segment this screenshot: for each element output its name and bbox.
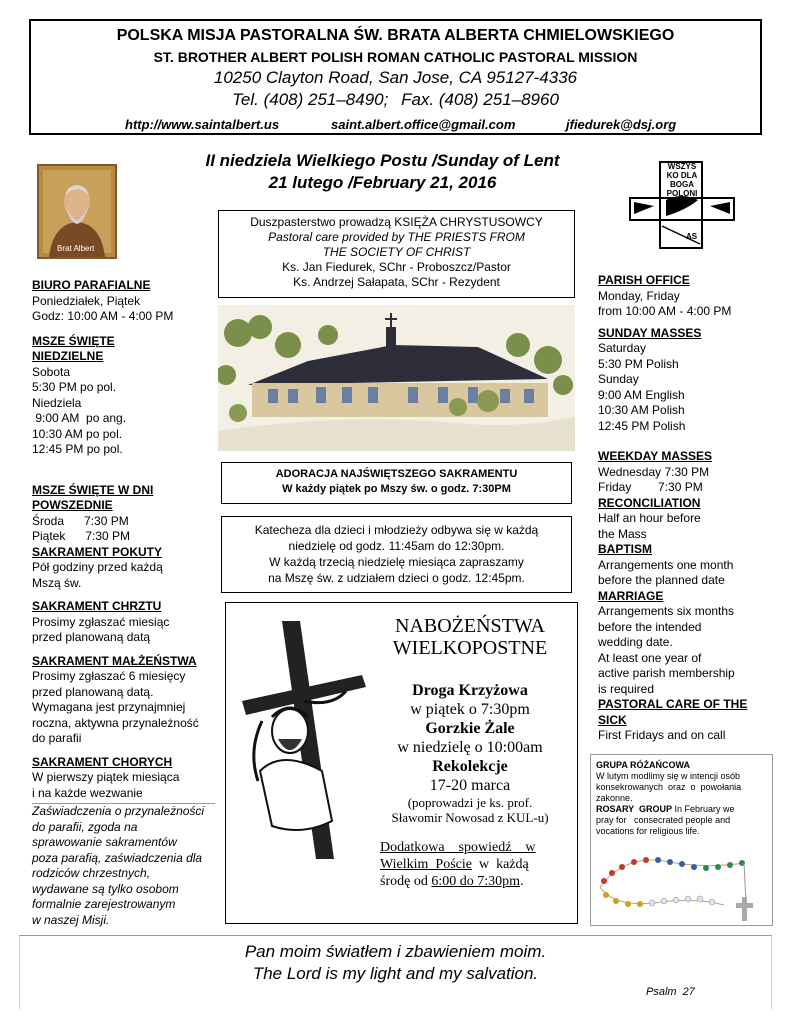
- sick-line: i na każde wezwanie: [32, 785, 143, 800]
- note-line: rodziców chrzestnych,: [32, 866, 151, 880]
- address: 10250 Clayton Road, San Jose, CA 95127-4336: [213, 68, 578, 87]
- mass-line: 5:30 PM po pol.: [32, 380, 117, 394]
- marriage-heading-pl: SAKRAMENT MAŁŻEŃSTWA: [32, 653, 197, 668]
- rosary-en-line: [596, 804, 768, 815]
- baptism-line: Arrangements one month: [598, 557, 734, 572]
- sick-heading-en: PASTORAL CARE OF THE: [598, 697, 748, 711]
- office-days-pl: Poniedziałek, Piątek: [32, 293, 141, 308]
- baptism-heading-en: BAPTISM: [598, 542, 652, 556]
- brother-albert-portrait: [37, 164, 117, 259]
- mass-line: 12:45 PM po pol.: [32, 442, 123, 456]
- rosary-group-box: [590, 754, 773, 926]
- adoration-time: W każdy piątek po Mszy św. o godz. 7:30PM: [282, 483, 511, 495]
- pastoral-line-1: Duszpasterstwo prowadzą KSIĘŻA CHRYSTUSOWCY: [250, 215, 543, 229]
- rosary-line: zakonne.: [596, 793, 633, 803]
- office-hours-pl: Godz: 10:00 AM - 4:00 PM: [32, 309, 174, 323]
- adoration-box: [221, 462, 572, 504]
- marriage-line: At least one year of: [598, 650, 702, 665]
- marriage-line: Arrangements six months: [598, 604, 735, 618]
- phone-number: (408) 251–8490;: [263, 90, 389, 109]
- reconciliation-line: the Mass: [598, 526, 647, 541]
- sunday-date: 21 lutego /February 21, 2016: [268, 173, 497, 192]
- confession-note-line: [380, 873, 558, 890]
- weekday-masses-heading-pl: MSZE ŚWIĘTE W DNI: [32, 482, 154, 497]
- documents-note: [32, 804, 217, 928]
- office-heading-en: PARISH OFFICE: [598, 273, 690, 287]
- mass-line: Niedziela: [32, 395, 82, 410]
- mission-title-english: ST. BROTHER ALBERT POLISH ROMAN CATHOLIC PASTORAL MISSION: [153, 49, 638, 65]
- baptism-line: Prosimy zgłaszać miesiąc: [32, 614, 170, 629]
- confession-note-time: 6:00 do 7:30pm: [431, 874, 520, 889]
- masthead: [29, 19, 762, 135]
- sunday-title: II niedziela Wielkiego Postu /Sunday of Lent: [205, 151, 560, 170]
- note-line: w naszej Misji.: [32, 912, 110, 927]
- sunday-masses-heading-pl-2: NIEDZIELNE: [32, 349, 104, 363]
- stations-heading: Droga Krzyżowa: [412, 682, 528, 699]
- marriage-line: wedding date.: [598, 635, 673, 649]
- phone-line: [31, 90, 760, 110]
- baptism-line: przed planowaną datą: [32, 630, 151, 644]
- bitter-lamentations-time: w niedzielę o 10:00am: [397, 739, 543, 756]
- marriage-line: active parish membership: [598, 666, 735, 680]
- reconciliation-heading: RECONCILIATION: [598, 495, 701, 510]
- pastor-email-link[interactable]: jfiedurek@dsj.org: [566, 117, 677, 132]
- lenten-services-box: [225, 602, 578, 924]
- quote-english: The Lord is my light and my salvation.: [252, 964, 539, 983]
- rosary-line: vocations for religious life.: [596, 826, 700, 836]
- rosary-heading-en: ROSARY GROUP: [596, 804, 673, 814]
- weekday-masses-heading-en: WEEKDAY MASSES: [598, 449, 713, 463]
- mass-line: Saturday: [598, 341, 647, 355]
- rosary-line: pray for consecrated people and: [596, 815, 731, 825]
- mass-line: Sunday: [598, 372, 639, 386]
- rosary-beads-image: [594, 847, 766, 927]
- mass-line: 9:00 AM po ang.: [32, 411, 127, 425]
- note-line: poza parafią, zaświadczenia dla: [32, 850, 203, 865]
- christ-carrying-cross-image: [242, 621, 372, 861]
- right-column: [598, 273, 773, 744]
- note-line: Zaświadczenia o przynależności: [32, 804, 205, 818]
- mass-line: 9:00 AM English: [598, 387, 685, 402]
- note-line: wydawane są tylko osobom: [32, 881, 179, 896]
- resident-name: Ks. Andrzej Sałapata, SChr - Rezydent: [293, 275, 500, 289]
- confession-note-line: Dodatkowa spowiedź w: [380, 840, 536, 855]
- fax-number: Fax. (408) 251–8960: [401, 90, 559, 109]
- website-link[interactable]: http://www.saintalbert.us: [125, 117, 280, 132]
- office-email-link[interactable]: saint.albert.office@gmail.com: [331, 117, 516, 132]
- reconciliation-line: Half an hour before: [598, 511, 701, 525]
- marriage-line: is required: [598, 681, 655, 696]
- mass-line: Sobota: [32, 364, 71, 379]
- sunday-masses-heading-en: SUNDAY MASSES: [598, 325, 702, 340]
- weekday-mass-line: Środa 7:30 PM: [32, 513, 129, 528]
- retreat-leader: (poprowadzi je ks. prof.: [407, 795, 533, 810]
- mass-line: 5:30 PM Polish: [598, 356, 679, 371]
- note-line: do parafii, zgoda na: [32, 819, 138, 834]
- sick-heading-pl: SAKRAMENT CHORYCH: [32, 754, 173, 769]
- mass-line: 12:45 PM Polish: [598, 418, 686, 433]
- marriage-line: do parafii: [32, 731, 82, 745]
- quote-polish: Pan moim światłem i zbawieniem moim.: [244, 942, 547, 961]
- office-days-en: Monday, Friday: [598, 288, 680, 303]
- left-column: [32, 278, 217, 928]
- retreat-heading: Rekolekcje: [432, 758, 508, 775]
- marriage-line: Prosimy zgłaszać 6 miesięcy: [32, 669, 186, 683]
- catechesis-line: W każdą trzecią niedzielę miesiąca zapraszamy: [269, 555, 524, 569]
- logo-lettering: [663, 162, 701, 198]
- lent-schedule: [376, 681, 564, 825]
- marriage-line: roczna, aktywna przynależność: [32, 715, 199, 730]
- weekday-mass-line: Friday 7:30 PM: [598, 480, 703, 494]
- mass-line: 10:30 AM Polish: [598, 403, 685, 417]
- marriage-heading-en: MARRIAGE: [598, 588, 664, 603]
- note-line: formalnie zarejestrowanym: [32, 897, 176, 911]
- pastoral-line-2: Pastoral care provided by THE PRIESTS FROM: [268, 230, 525, 244]
- extra-confession-note: [380, 839, 558, 890]
- rosary-line: konsekrowanych oraz o powołania: [596, 782, 742, 792]
- mass-line: 10:30 AM po pol.: [32, 426, 123, 441]
- weekday-mass-line: Piątek 7:30 PM: [32, 529, 131, 543]
- bitter-lamentations-heading: Gorzkie Żale: [425, 720, 515, 737]
- marriage-line: przed planowaną datą.: [32, 684, 154, 699]
- confession-note-text: środę od: [380, 874, 432, 889]
- confession-heading-pl: SAKRAMENT POKUTY: [32, 544, 163, 559]
- logo-text-line: KO DLA: [666, 171, 698, 180]
- catechesis-line: na Mszę św. z udziałem dzieci o godz. 12:45pm.: [268, 571, 525, 585]
- tel-prefix: Tel.: [232, 90, 259, 109]
- catechesis-line: niedzielę od godz. 11:45am do 12:30pm.: [288, 539, 505, 553]
- confession-note-line: Wielkim Poście w każdą: [380, 857, 529, 872]
- retreat-dates: 17-20 marca: [429, 777, 511, 794]
- catechesis-box: [221, 516, 572, 593]
- baptism-heading-pl: SAKRAMENT CHRZTU: [32, 599, 162, 613]
- baptism-line: before the planned date: [598, 573, 725, 587]
- pastoral-line-3: THE SOCIETY OF CHRIST: [322, 245, 471, 259]
- logo-text-line: BOGA: [670, 180, 694, 189]
- logo-text-line: AS: [686, 232, 698, 241]
- footer-quote: [19, 935, 772, 1009]
- office-heading-pl: BIURO PARAFIALNE: [32, 278, 151, 292]
- sick-line: First Fridays and on call: [598, 728, 726, 742]
- marriage-line: Wymagana jest przynajmniej: [32, 700, 186, 714]
- adoration-title: ADORACJA NAJŚWIĘTSZEGO SAKRAMENTU: [275, 468, 518, 480]
- weekday-mass-line: Wednesday 7:30 PM: [598, 464, 710, 479]
- note-line: sprawowanie sakramentów: [32, 835, 177, 849]
- sunday-masses-heading-pl: MSZE ŚWIĘTE: [32, 333, 115, 348]
- lent-title-line: WIELKOPOSTNE: [392, 637, 548, 659]
- sick-line: W pierwszy piątek miesiąca: [32, 770, 180, 784]
- logo-text-line: WSZYS: [667, 162, 697, 171]
- confession-line: Pół godziny przed każdą: [32, 560, 163, 574]
- portrait-caption: Brat Albert: [57, 244, 95, 253]
- weekday-masses-heading-pl-2: POWSZEDNIE: [32, 498, 113, 512]
- rosary-heading-pl: GRUPA RÓŻAŃCOWA: [596, 760, 690, 770]
- lent-title: [376, 615, 564, 659]
- pastoral-care-box: [218, 210, 575, 298]
- retreat-leader: Sławomir Nowosad z KUL-u): [391, 810, 549, 825]
- mission-title-polish: POLSKA MISJA PASTORALNA ŚW. BRATA ALBERTA CHMIELOWSKIEGO: [116, 27, 675, 44]
- office-hours-en: from 10:00 AM - 4:00 PM: [598, 304, 732, 318]
- rosary-line: W lutym modlimy się w intencji osób: [596, 771, 741, 781]
- church-drawing: [218, 305, 575, 451]
- lent-title-line: NABOŻEŃSTWA: [395, 615, 545, 637]
- logo-text-line: POLONI: [666, 189, 698, 198]
- catechesis-line: Katecheza dla dzieci i młodzieży odbywa się w każdą: [254, 523, 539, 537]
- sick-heading-en-2: SICK: [598, 712, 627, 727]
- confession-line: Mszą św.: [32, 575, 82, 590]
- society-of-christ-logo: [626, 158, 738, 251]
- confession-note-text: .: [520, 874, 524, 889]
- marriage-line: before the intended: [598, 619, 702, 634]
- rosary-line: In February we: [672, 804, 735, 814]
- psalm-reference: Psalm 27: [646, 986, 695, 998]
- pastor-name: Ks. Jan Fiedurek, SChr - Proboszcz/Pastor: [282, 260, 511, 274]
- stations-time: w piątek o 7:30pm: [410, 701, 530, 718]
